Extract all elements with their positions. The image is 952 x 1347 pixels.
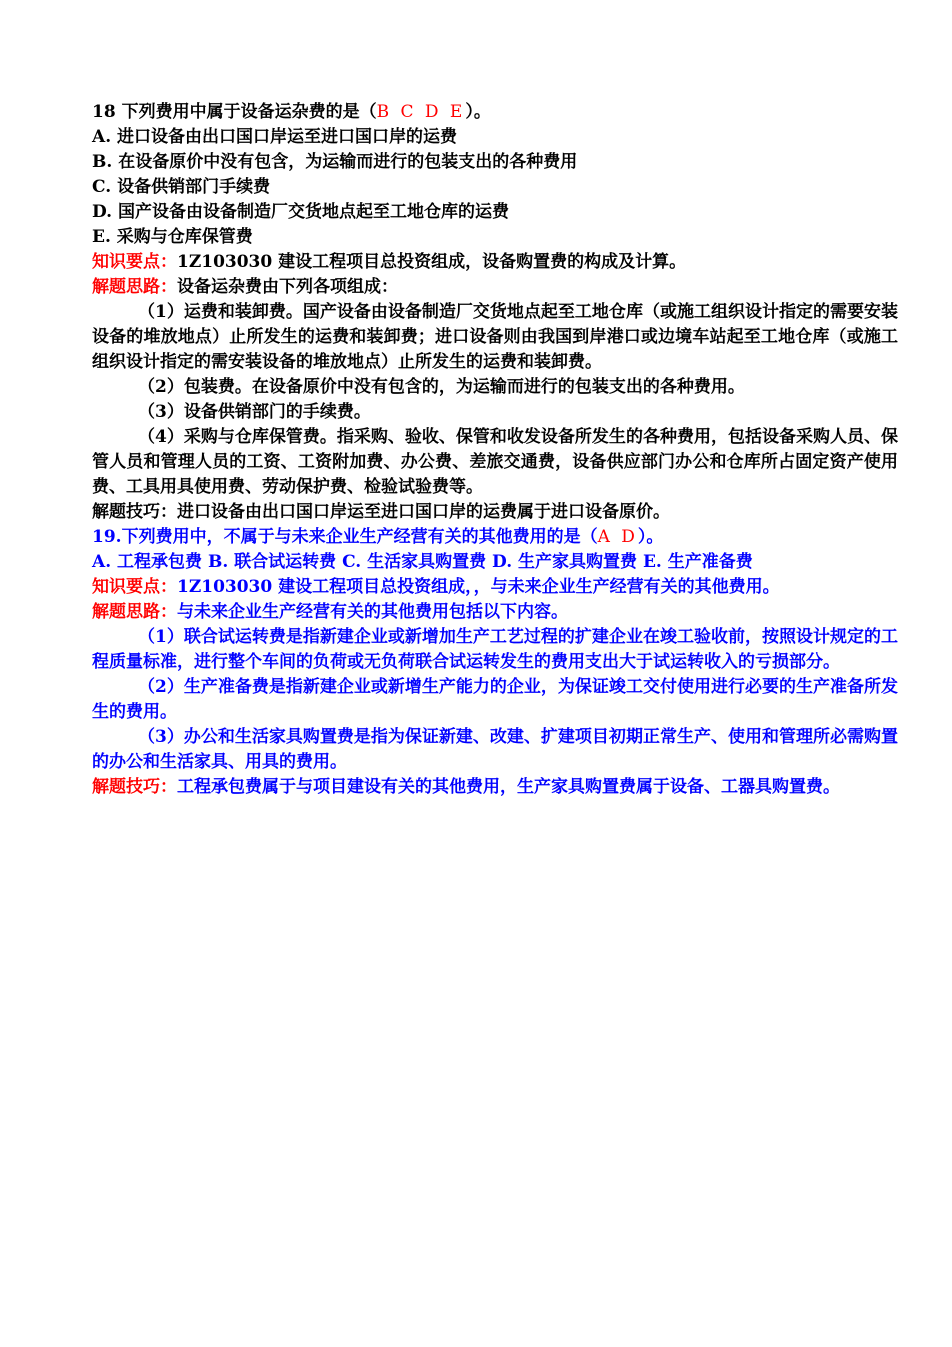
q18-knowledge-label: 知识要点： xyxy=(92,252,177,272)
q18-tip-label: 解题技巧： xyxy=(92,502,177,522)
q18-tip-text: 进口设备由出口国口岸运至进口国口岸的运费属于进口设备原价。 xyxy=(177,502,670,522)
q18-stem-pre: 18 下列费用中属于设备运杂费的是（ xyxy=(92,102,377,122)
q19-stem xyxy=(92,525,898,550)
q19-approach xyxy=(92,600,898,625)
q19-knowledge-text: 1Z103030 建设工程项目总投资组成，，与未来企业生产经营有关的其他费用。 xyxy=(177,577,780,597)
q18-point-3: （3）设备供销部门的手续费。 xyxy=(138,402,371,422)
q18-option-b: B. 在设备原价中没有包含，为运输而进行的包装支出的各种费用 xyxy=(92,152,578,172)
q18-option-c: C. 设备供销部门手续费 xyxy=(92,177,271,197)
q19-point-3: （3）办公和生活家具购置费是指为保证新建、改建、扩建项目初期正常生产、使用和管理所必需购置的办公和生活家具、用具的费用。 xyxy=(92,727,898,772)
q19-answer: A D xyxy=(597,527,638,547)
q18-knowledge xyxy=(92,250,898,275)
q19-tip-text: 工程承包费属于与项目建设有关的其他费用，生产家具购置费属于设备、工器具购置费。 xyxy=(177,777,840,797)
q19-tip xyxy=(92,775,898,800)
q18-option-a: A. 进口设备由出口国口岸运至进口国口岸的运费 xyxy=(92,127,458,147)
q18-point-4: （4）采购与仓库保管费。指采购、验收、保管和收发设备所发生的各种费用，包括设备采购人员、保管人员和管理人员的工资、工资附加费、办公费、差旅交通费，设备供应部门办公和仓库所占固定资产使用费、工具用具使用费、劳动保护费、检验试验费等。 xyxy=(92,427,898,497)
q19-knowledge xyxy=(92,575,898,600)
q18-approach-text: 设备运杂费由下列各项组成： xyxy=(177,277,398,297)
q18-option-e: E. 采购与仓库保管费 xyxy=(92,227,253,247)
q19-approach-text: 与未来企业生产经营有关的其他费用包括以下内容。 xyxy=(177,602,568,622)
q18-stem-post: ）。 xyxy=(465,102,491,122)
q19-options: A. 工程承包费 B. 联合试运转费 C. 生活家具购置费 D. 生产家具购置费 E. 生产准备费 xyxy=(92,552,753,572)
q18-tip xyxy=(92,500,898,525)
q18-approach-label: 解题思路： xyxy=(92,277,177,297)
document-body xyxy=(92,100,898,800)
q18-stem xyxy=(92,100,898,125)
q18-answer: B C D E xyxy=(376,102,466,122)
q18-option-d: D. 国产设备由设备制造厂交货地点起至工地仓库的运费 xyxy=(92,202,509,222)
q18-approach xyxy=(92,275,898,300)
q19-point-1: （1）联合试运转费是指新建企业或新增加生产工艺过程的扩建企业在竣工验收前，按照设计规定的工程质量标准，进行整个车间的负荷或无负荷联合试运转发生的费用支出大于试运转收入的亏损部分。 xyxy=(92,627,898,672)
q19-knowledge-label: 知识要点： xyxy=(92,577,177,597)
q19-point-2: （2）生产准备费是指新建企业或新增生产能力的企业，为保证竣工交付使用进行必要的生产准备所发生的费用。 xyxy=(92,677,898,722)
q19-stem-pre: 19.下列费用中，不属于与未来企业生产经营有关的其他费用的是（ xyxy=(92,527,598,547)
q19-tip-label: 解题技巧： xyxy=(92,777,177,797)
q19-approach-label: 解题思路： xyxy=(92,602,177,622)
q18-knowledge-text: 1Z103030 建设工程项目总投资组成，设备购置费的构成及计算。 xyxy=(177,252,687,272)
q18-point-2: （2）包装费。在设备原价中没有包含的，为运输而进行的包装支出的各种费用。 xyxy=(138,377,745,397)
q18-point-1: （1）运费和装卸费。国产设备由设备制造厂交货地点起至工地仓库（或施工组织设计指定的需要安装设备的堆放地点）止所发生的运费和装卸费；进口设备则由我国到岸港口或边境车站起至工地仓库（或施工组织设计指定的需安装设备的堆放地点）止所发生的运费和装卸费。 xyxy=(92,302,898,372)
q19-stem-post: ）。 xyxy=(637,527,664,547)
